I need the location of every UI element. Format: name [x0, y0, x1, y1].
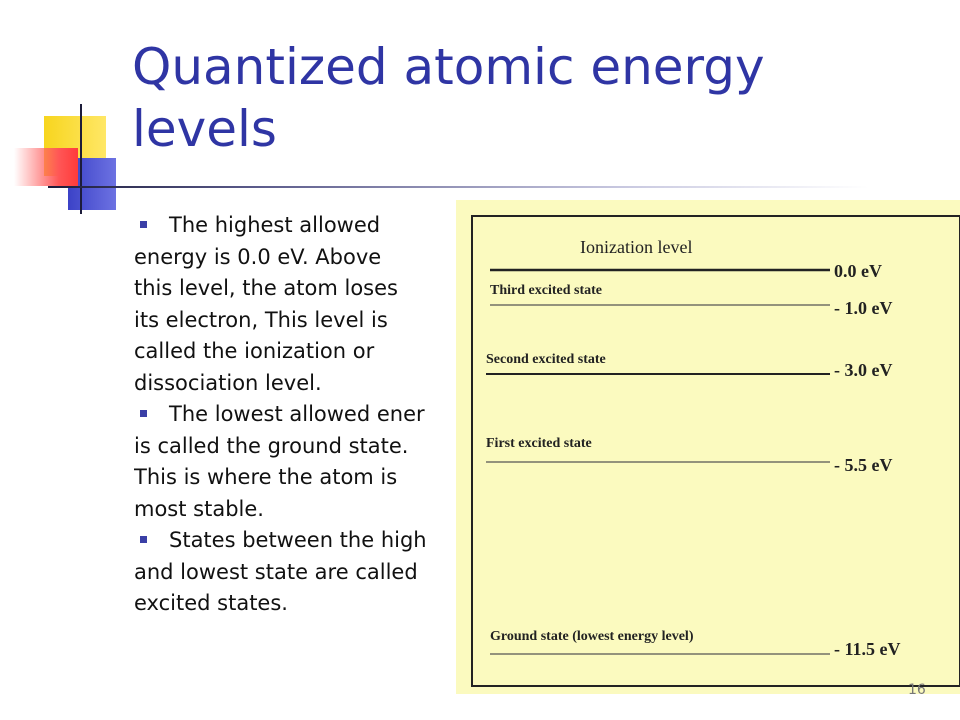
energy-label-ionization: 0.0 eV: [834, 261, 882, 281]
level-name-first-excited: First excited state: [486, 436, 592, 451]
bullet-list: [134, 210, 464, 620]
energy-label-ground: - 11.5 eV: [834, 639, 901, 659]
ionization-header: Ionization level: [580, 237, 693, 257]
bullet-1-line-5: called the ionization or: [134, 339, 375, 363]
bullet-2-line-2: is called the ground state.: [134, 433, 409, 458]
slide-title: Quantized atomic energy levels: [132, 38, 765, 158]
decor-vertical-line: [80, 104, 82, 214]
bullet-1-line-3: this level, the atom loses: [134, 276, 398, 300]
energy-level-svg: [456, 200, 960, 694]
bullet-3-line-3: excited states.: [134, 591, 288, 615]
bullet-3-line-2: and lowest state are called: [134, 559, 418, 584]
bullet-2-line-4: most stable.: [134, 496, 264, 521]
bullet-icon: [140, 536, 147, 543]
level-name-second-excited: Second excited state: [486, 352, 606, 367]
level-name-ground: Ground state (lowest energy level): [490, 629, 694, 644]
page-number: 16: [908, 682, 926, 698]
bullet-1-line-1: The highest allowed: [134, 210, 464, 242]
energy-label-first-excited: - 5.5 eV: [834, 455, 893, 475]
bullet-2-line-1: The lowest allowed ener: [134, 399, 464, 431]
title-underline: [48, 186, 868, 188]
level-name-third-excited: Third excited state: [490, 283, 602, 298]
energy-label-second-excited: - 3.0 eV: [834, 360, 893, 380]
bullet-icon: [140, 221, 147, 228]
bullet-3-line-1: States between the high: [134, 525, 464, 557]
bullet-1-line-4: its electron, This level is: [134, 307, 388, 332]
bullet-1-line-2: energy is 0.0 eV. Above: [134, 244, 382, 269]
energy-level-diagram: [456, 200, 960, 694]
bullet-icon: [140, 410, 147, 417]
bullet-1-line-6: dissociation level.: [134, 370, 322, 395]
decor-red-bar: [14, 148, 78, 186]
bullet-2-line-3: This is where the atom is: [134, 465, 398, 489]
energy-label-third-excited: - 1.0 eV: [834, 298, 893, 318]
